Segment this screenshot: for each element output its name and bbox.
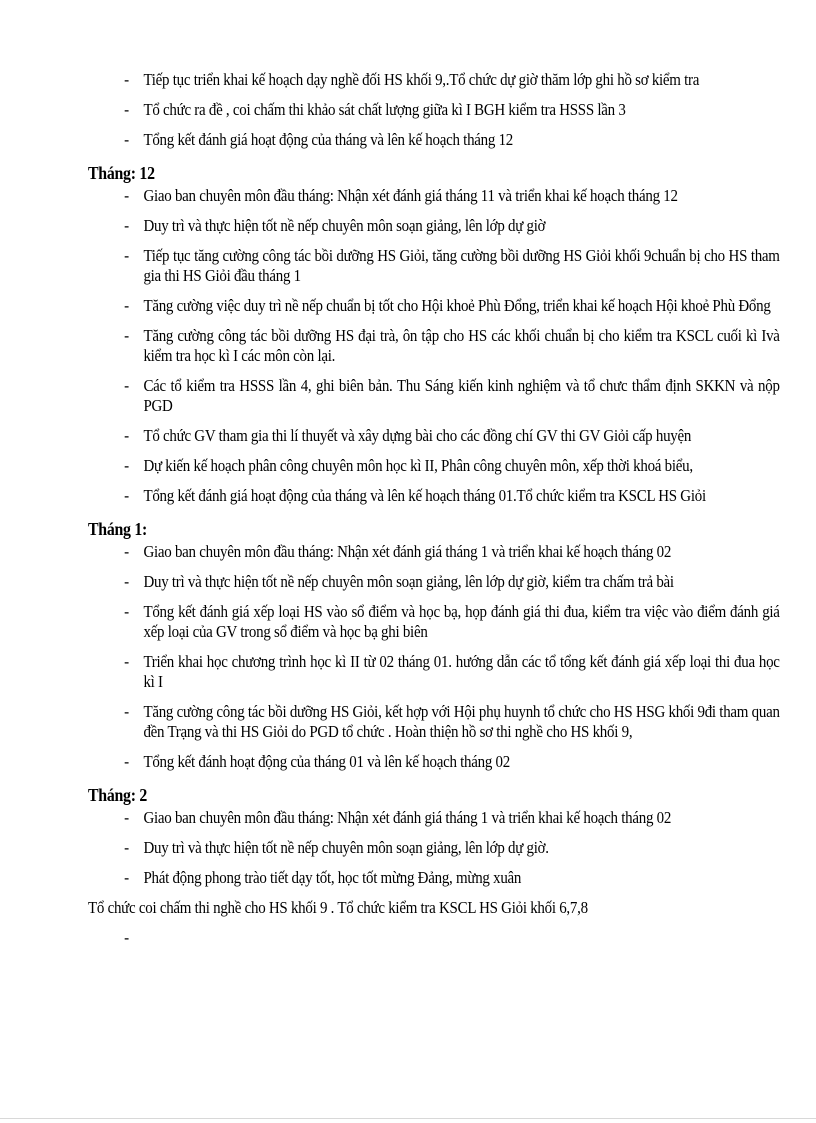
section-list-thang-1: [0, 542, 780, 772]
bullet: -: [124, 838, 129, 857]
list-item: [0, 216, 780, 236]
document-content: [0, 70, 780, 948]
section-heading-thang-12: Tháng: 12: [88, 163, 155, 183]
item-text: Các tổ kiểm tra HSSS lần 4, ghi biên bản. Thu Sáng kiến kinh nghiệm và tổ chưc thẩm định SKKN và nộp PGD: [143, 376, 780, 415]
bullet: -: [124, 426, 129, 445]
list-item: [0, 130, 780, 150]
bullet: -: [124, 130, 129, 149]
list-item: [0, 652, 780, 692]
list-item: [0, 542, 780, 562]
bullet: -: [124, 652, 129, 671]
item-text: Tổ chức ra đề , coi chấm thi khảo sát chất lượng giữa kì I BGH kiểm tra HSSS lần 3: [143, 100, 626, 119]
list-item: [0, 376, 780, 416]
bullet: -: [124, 456, 129, 475]
list-item: [0, 326, 780, 366]
bullet: -: [124, 100, 129, 119]
list-item: [0, 702, 780, 742]
item-text: Tăng cường công tác bồi dưỡng HS Giỏi, kết hợp với Hội phụ huynh tổ chức cho HS HSG khối 9đi tham quan đền Trạng và thi HS Giỏi do PGD tổ chức . Hoàn thiện hồ sơ thi nghề cho HS khối 9,: [143, 702, 780, 741]
bullet: -: [124, 70, 129, 89]
list-item: [0, 296, 780, 316]
bullet: -: [124, 752, 129, 771]
list-item: [0, 100, 780, 120]
item-text: Phát động phong trào tiết dạy tốt, học tốt mừng Đảng, mừng xuân: [143, 868, 522, 887]
section-heading-thang-2: Tháng: 2: [88, 785, 148, 805]
item-text: Tổng kết đánh giá xếp loại HS vào sổ điểm và học bạ, họp đánh giá thi đua, kiểm tra việc vào điểm đánh giá xếp loại của GV trong sổ điểm và học bạ ghi biên: [143, 602, 780, 641]
item-text: Tiếp tục triển khai kế hoạch dạy nghề đối HS khối 9,.Tổ chức dự giờ thăm lớp ghi hồ sơ kiểm tra: [143, 70, 700, 89]
item-text: Tăng cường việc duy trì nề nếp chuẩn bị tốt cho Hội khoẻ Phù Đổng, triển khai kế hoạch Hội khoẻ Phù Đổng: [143, 296, 771, 315]
list-item: [0, 70, 780, 90]
item-text: Tổng kết đánh giá hoạt động của tháng và lên kế hoạch tháng 01.Tổ chức kiểm tra KSCL HS Giỏi: [143, 486, 706, 505]
stray-bullet: -: [124, 928, 129, 947]
item-text: Giao ban chuyên môn đầu tháng: Nhận xét đánh giá tháng 11 và triển khai kế hoạch tháng 12: [143, 186, 678, 205]
list-item: [0, 456, 780, 476]
item-text: Tổng kết đánh hoạt động của tháng 01 và lên kế hoạch tháng 02: [143, 752, 510, 771]
item-text: Tổng kết đánh giá hoạt động của tháng và lên kế hoạch tháng 12: [143, 130, 514, 149]
bullet: -: [124, 186, 129, 205]
item-text: Tiếp tục tăng cường công tác bồi dưỡng HS Giỏi, tăng cường bồi dưỡng HS Giỏi khối 9chuẩn bị cho HS tham gia thi HS Giỏi đầu tháng 1: [143, 246, 780, 285]
bullet: -: [124, 808, 129, 827]
bullet: -: [124, 542, 129, 561]
item-text: Giao ban chuyên môn đầu tháng: Nhận xét đánh giá tháng 1 và triển khai kế hoạch tháng 02: [143, 542, 672, 561]
intro-list: [0, 70, 718, 150]
item-text: Tổ chức GV tham gia thi lí thuyết và xây dựng bài cho các đồng chí GV thi GV Giỏi cấp huyện: [143, 426, 692, 445]
list-item: [0, 838, 780, 858]
page-bottom-rule: [0, 1118, 816, 1119]
bullet: -: [124, 246, 129, 265]
item-text: Tăng cường công tác bồi dưỡng HS đại trà, ôn tập cho HS các khối chuẩn bị cho kiểm tra KSCL cuối kì Ivà kiểm tra học kì I các môn còn lại.: [143, 326, 780, 365]
bullet: -: [124, 868, 129, 887]
item-text: Duy trì và thực hiện tốt nề nếp chuyên môn soạn giảng, lên lớp dự giờ: [143, 216, 546, 235]
list-item: [0, 602, 780, 642]
section-heading-thang-1: Tháng 1:: [88, 519, 148, 539]
item-text: Duy trì và thực hiện tốt nề nếp chuyên môn soạn giảng, lên lớp dự giờ, kiểm tra chấm trả bài: [143, 572, 674, 591]
item-text: Giao ban chuyên môn đầu tháng: Nhận xét đánh giá tháng 1 và triển khai kế hoạch tháng 02: [143, 808, 672, 827]
bullet: -: [124, 602, 129, 621]
bullet: -: [124, 326, 129, 345]
list-item: [0, 752, 780, 772]
list-item: [0, 486, 780, 506]
closing-line: Tổ chức coi chấm thi nghề cho HS khối 9 . Tổ chức kiểm tra KSCL HS Giỏi khối 6,7,8: [88, 898, 588, 917]
list-item: [0, 572, 780, 592]
list-item: [0, 186, 780, 206]
bullet: -: [124, 702, 129, 721]
item-text: Dự kiến kế hoạch phân công chuyên môn học kì II, Phân công chuyên môn, xếp thời khoá biểu,: [143, 456, 693, 475]
list-item: [0, 426, 780, 446]
bullet: -: [124, 376, 129, 395]
list-item: [0, 808, 780, 828]
list-item: [0, 868, 780, 888]
bullet: -: [124, 216, 129, 235]
item-text: Duy trì và thực hiện tốt nề nếp chuyên môn soạn giảng, lên lớp dự giờ.: [143, 838, 549, 857]
section-list-thang-2: [0, 808, 718, 888]
bullet: -: [124, 572, 129, 591]
bullet: -: [124, 486, 129, 505]
item-text: Triển khai học chương trình học kì II từ 02 tháng 01. hướng dẫn các tổ tổng kết đánh giá xếp loại thi đua học kì I: [143, 652, 780, 691]
bullet: -: [124, 296, 129, 315]
list-item: [0, 246, 780, 286]
section-list-thang-12: [0, 186, 780, 506]
